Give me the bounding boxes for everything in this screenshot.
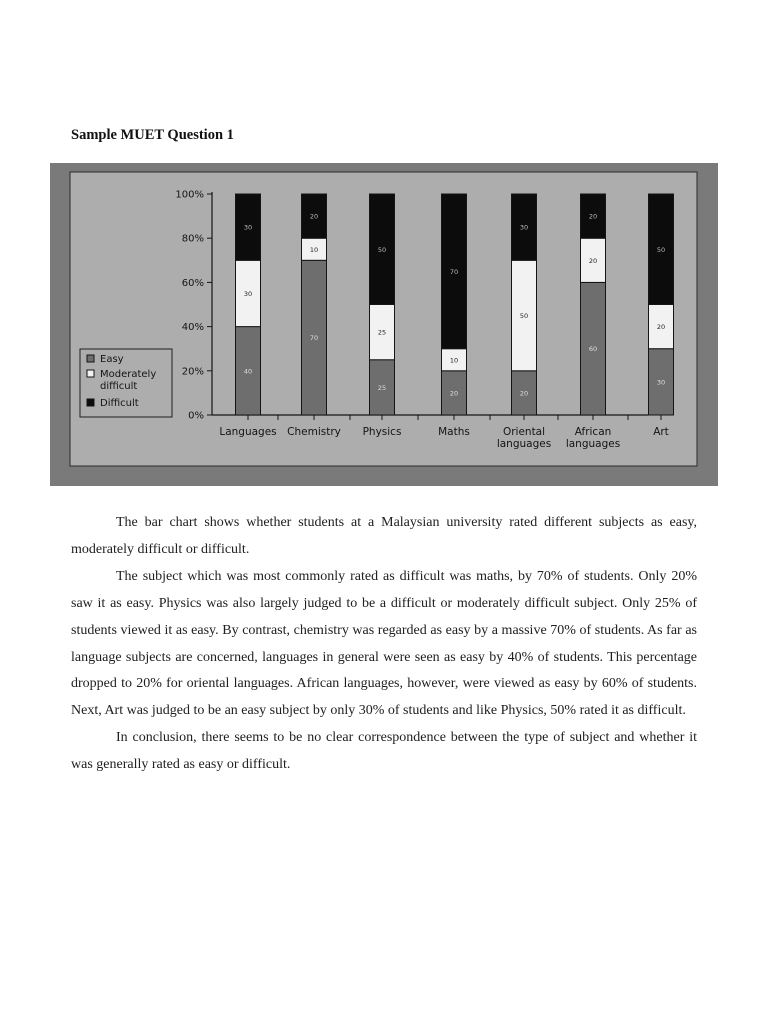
legend-swatch: [87, 355, 94, 362]
paragraph-intro: The bar chart shows whether students at a Malaysian university rated different subjects as easy, moderately difficult or difficult.: [71, 515, 697, 557]
paragraph-conclusion: In conclusion, there seems to be no clear correspondence between the type of subject and whether it was generally rated as easy or difficult.: [71, 730, 697, 773]
y-tick-label: 60%: [181, 277, 204, 289]
bar-value-label: 20: [449, 389, 459, 398]
bar-value-label: 40: [243, 367, 253, 376]
y-tick-label: 20%: [181, 366, 204, 378]
x-category-label: Maths: [438, 426, 470, 438]
bar-value-label: 50: [656, 245, 666, 254]
legend-label: Difficult: [100, 398, 139, 409]
y-tick-label: 100%: [175, 189, 204, 201]
bar-value-label: 30: [243, 223, 253, 232]
y-tick-label: 80%: [181, 233, 204, 245]
bar-value-label: 60: [588, 345, 598, 354]
bar-value-label: 70: [309, 334, 319, 343]
paragraph-details: The subject which was most commonly rated as difficult was maths, by 70% of students. Only 20% saw it as easy. Physics was also largely judged to be a difficult or moderately difficult subject. Only 25% of students viewed it as easy. By contrast, chemistry was regarded as easy by a massive 70% of students. As far as language subjects are concerned, languages in general were seen as easy by 40% of students. This percentage dropped to 20% for oriental languages. African languages, however, were viewed as easy by 60% of students. Next, Art was judged to be an easy subject by only 30% of students and like Physics, 50% rated it as difficult.: [71, 568, 697, 719]
chart-figure: [50, 163, 718, 486]
bar-value-label: 20: [656, 323, 666, 332]
bar-value-label: 20: [588, 256, 598, 265]
x-category-label: Languages: [219, 426, 277, 438]
bar-value-label: 20: [519, 389, 529, 398]
bar-value-label: 20: [309, 212, 319, 221]
body-text: [71, 510, 697, 779]
bar-value-label: 30: [519, 223, 529, 232]
bar-value-label: 30: [656, 378, 666, 387]
bar-value-label: 50: [519, 312, 529, 321]
x-category-label: Physics: [362, 426, 402, 438]
bar-value-label: 50: [377, 245, 387, 254]
legend-label: Moderately: [100, 369, 157, 380]
bar-value-label: 30: [243, 289, 253, 298]
legend-label: difficult: [100, 381, 138, 392]
x-category-label: languages: [496, 438, 552, 450]
y-tick-label: 0%: [188, 410, 204, 422]
bar-value-label: 70: [449, 267, 459, 276]
x-category-label: Chemistry: [287, 426, 341, 438]
legend-swatch: [87, 370, 94, 377]
stacked-bar-chart: [50, 163, 718, 486]
x-category-label: Oriental: [502, 426, 546, 438]
x-category-label: African: [574, 426, 612, 438]
bar-value-label: 25: [377, 383, 387, 392]
document-title: Sample MUET Question 1: [71, 127, 234, 143]
x-category-label: Art: [653, 426, 669, 438]
bar-value-label: 10: [309, 245, 319, 254]
bar-value-label: 20: [588, 212, 598, 221]
x-category-label: languages: [565, 438, 621, 450]
y-tick-label: 40%: [181, 322, 204, 334]
legend-label: Easy: [100, 354, 124, 365]
bar-value-label: 10: [449, 356, 459, 365]
bar-value-label: 25: [377, 328, 387, 337]
legend-swatch: [87, 399, 94, 406]
